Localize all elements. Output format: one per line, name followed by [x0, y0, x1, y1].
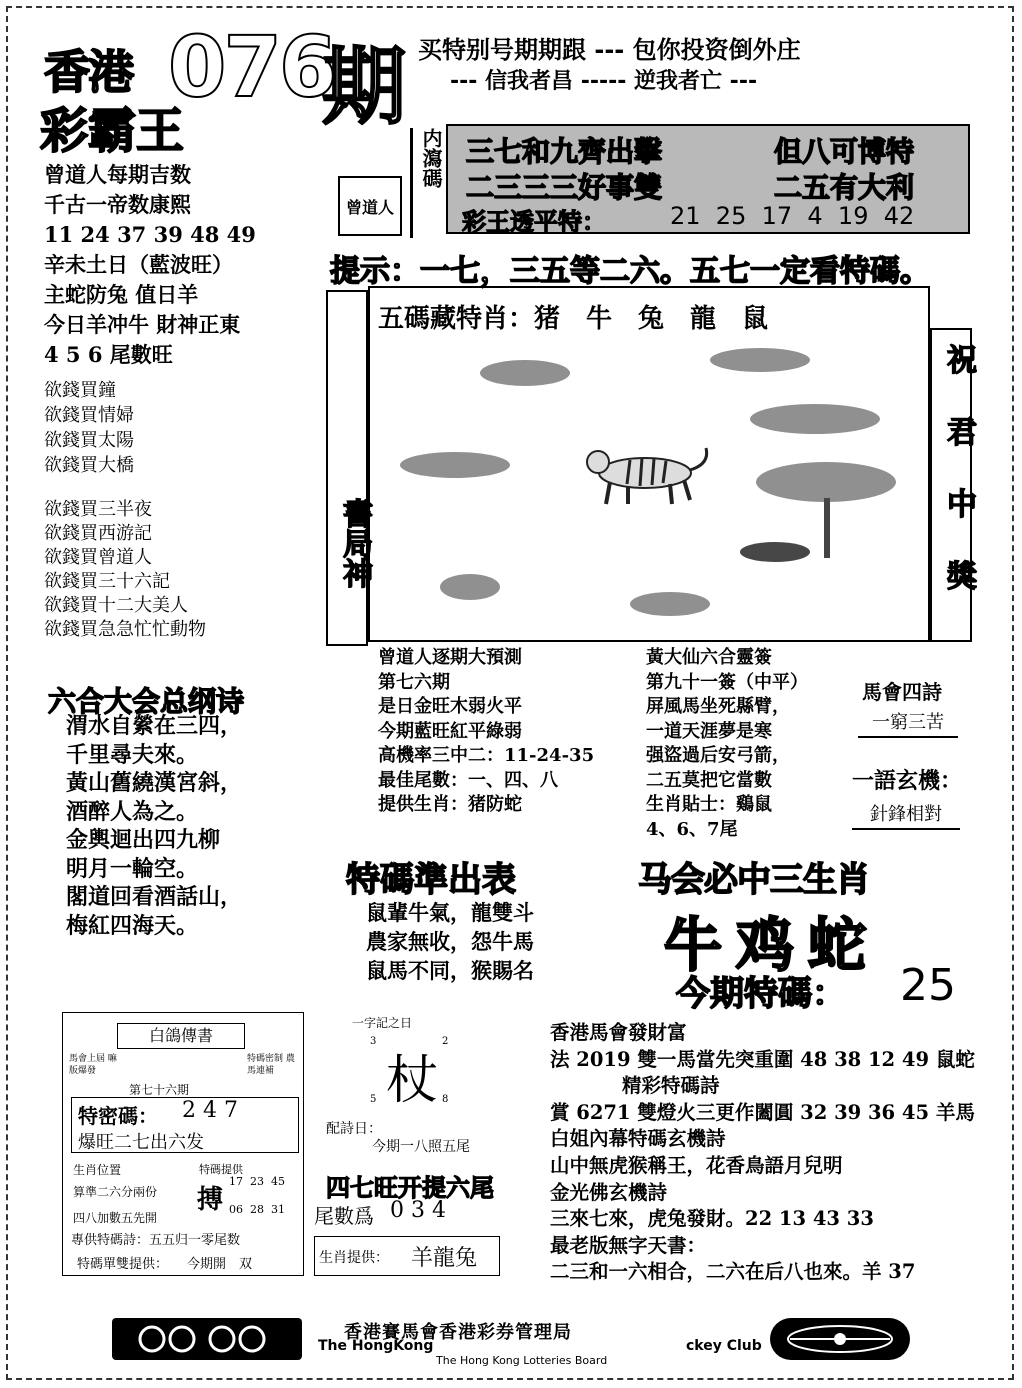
zodiac-provide-label: 生肖提供：	[319, 1250, 389, 1266]
right-vertical-text: 祝君中獎	[941, 344, 976, 632]
footer-logo-left	[112, 1318, 302, 1360]
seal-text: 曾道人	[345, 197, 394, 217]
poem-title: 六合大会总纲诗	[48, 685, 245, 718]
prediction-line: 曾道人逐期大預測	[378, 647, 522, 668]
neixie-label-box	[410, 128, 443, 238]
neixie-row1-a: 三七和九齊出擊	[466, 135, 663, 168]
pigeon-burst: 爆旺二七出六发	[78, 1132, 204, 1153]
huangdaxian-line: 4、6、7尾	[646, 818, 738, 840]
wants-item: 欲錢買十二大美人	[44, 595, 188, 616]
footer-logo-right	[770, 1318, 910, 1360]
pigeon-provide-label: 特碼提供	[199, 1163, 243, 1176]
hk-fortune-line: 山中無虎猴稱王，花香鳥語月兒明	[550, 1153, 843, 1177]
pigeon-tema-label: 特密碼：	[78, 1104, 158, 1128]
prediction-line: 第七六期	[378, 671, 450, 693]
wants-item: 欲錢買西游記	[44, 523, 152, 544]
huangdaxian-line: 强盜過后安弓箭，	[646, 745, 790, 766]
tail-label: 尾數爲	[314, 1204, 374, 1228]
zodiac-provide-value: 羊龍兔	[411, 1246, 478, 1271]
hint-line: 提示：一七，三五等二六。五七一定看特碼。	[330, 254, 930, 289]
rock-icon	[740, 542, 810, 562]
pigeon-tema-box	[71, 1097, 299, 1153]
hk-fortune-line: 金光佛玄機詩	[550, 1180, 668, 1204]
three-zodiac-title: 马会必中三生肖	[638, 860, 869, 900]
char-n8: 8	[442, 1094, 449, 1105]
tiger-icon	[580, 438, 710, 508]
tema-line: 鼠馬不同，猴賜名	[366, 958, 534, 983]
left-info	[44, 160, 256, 370]
prediction-line: 高機率三中二：11-24-35	[378, 745, 595, 766]
char-n5: 5	[370, 1094, 377, 1105]
pigeon-single-value: 今期開 双	[187, 1257, 253, 1272]
hk-fortune-line: 法 2019 雙一馬當先突重圍 48 38 12 49 鼠蛇	[550, 1047, 975, 1071]
tree-canopy-icon	[756, 462, 896, 502]
yuxuan-title: 一語玄機：	[852, 769, 963, 794]
picture-frame	[368, 286, 930, 642]
shrub-icon	[480, 360, 570, 386]
footer-cn: 香港賽馬會香港彩券管理局	[344, 1322, 572, 1343]
tree-trunk-icon	[824, 498, 830, 558]
wants-item: 欲錢買三十六記	[44, 571, 170, 592]
poem-line: 閣道回看酒話山，	[66, 884, 243, 910]
pigeon-special: 專供特碼詩：五五归一零尾数	[71, 1233, 241, 1248]
hk-fortune-line: 香港馬會發財富	[550, 1021, 687, 1044]
wants-item: 欲錢買太陽	[44, 430, 134, 451]
tema-line: 鼠輩牛氣，龍雙斗	[366, 900, 534, 925]
hk-fortune-line: 最老版無字天書：	[550, 1233, 707, 1257]
right-vertical-box	[930, 328, 976, 642]
hk-fortune-line: 精彩特碼詩	[622, 1074, 720, 1098]
footer-en3: The Hong Kong Lotteries Board	[436, 1354, 608, 1367]
char-poem-text: 今期一八照五尾	[372, 1139, 470, 1155]
shrub-icon	[630, 592, 710, 616]
poem-line: 千里尋夫來。	[66, 741, 199, 768]
zodiac-provide-box	[314, 1236, 500, 1276]
prediction-block	[378, 646, 594, 818]
poem-line: 梅紅四海天。	[66, 912, 199, 939]
wants-list-a	[44, 378, 134, 478]
char-n2: 2	[442, 1036, 449, 1047]
huangdaxian-line: 黃大仙六合靈簽	[646, 647, 772, 668]
three-zodiac-animals: 牛鸡蛇	[664, 911, 881, 979]
tema-title: 特碼準出表	[346, 860, 516, 900]
pigeon-pos-line1: 算準二六分兩份	[73, 1185, 158, 1199]
pigeon-nums1: 17 23 45	[229, 1175, 285, 1188]
motto: --- 信我者昌 ----- 逆我者亡 ---	[450, 69, 758, 94]
lotteries-emblem-icon	[770, 1318, 910, 1360]
left-info-line: 主蛇防兔 值日羊	[44, 282, 199, 307]
pigeon-left-small: 馬會上屆 嘛版爆發	[69, 1054, 117, 1076]
wants-item: 欲錢買大橋	[44, 455, 134, 476]
poem-line: 金輿迴出四九柳	[66, 827, 221, 853]
shrub-icon	[440, 574, 500, 600]
neixie-row3-nums: 21 25 17 4 19 42	[670, 202, 915, 230]
left-info-line: 今日羊冲牛 財神正東	[44, 312, 241, 337]
huangdaxian-line: 第九十一簽（中平）	[646, 671, 808, 693]
char-n3: 3	[370, 1036, 377, 1047]
poem-line: 酒醉人為之。	[66, 798, 199, 825]
neixie-row2-b: 二五有大利	[774, 171, 915, 204]
slogan: 买特别号期期跟 --- 包你投资倒外庄	[418, 36, 801, 64]
poem-line: 明月一輪空。	[66, 855, 199, 882]
today-label: 今期特碼：	[676, 974, 846, 1014]
neixie-panel	[446, 124, 970, 234]
prediction-line: 今期藍旺紅平綠弱	[378, 720, 522, 742]
footer-en1: The HongKong	[318, 1338, 434, 1354]
char-poem-label: 配詩日：	[326, 1121, 382, 1137]
prediction-line: 提供生肖：猪防蛇	[378, 794, 522, 815]
neixie-row2-a: 二三三三好事雙	[466, 171, 663, 204]
left-vertical-text: 書局神	[337, 498, 372, 588]
hk-fortune-line: 白姐內幕特碼玄機詩	[550, 1127, 726, 1151]
pigeon-issue: 第七十六期	[129, 1083, 190, 1097]
issue-suffix: 期	[322, 38, 407, 136]
five-code-title: 五碼藏特肖：猪 牛 兔 龍 鼠	[378, 304, 769, 334]
left-info-line: 千古一帝数康熙	[44, 192, 191, 217]
left-info-line: 11 24 37 39 48 49	[44, 222, 256, 247]
hk-fortune-line: 三來七來，虎兔發財。22 13 43 33	[550, 1207, 874, 1231]
hk-fortune-line: 二三和一六相合，二六在后八也來。羊 37	[550, 1260, 916, 1284]
neixie-row3-label: 彩王透平特：	[462, 208, 606, 236]
pigeon-pos-line2: 四八加數五先開	[73, 1211, 158, 1225]
pigeon-single-label: 特碼單雙提供：	[77, 1257, 169, 1272]
pigeon-bet-char: 搏	[197, 1185, 224, 1215]
huangdaxian-block	[646, 646, 808, 842]
mahui-text: 一窮三苦	[858, 708, 958, 738]
shrub-icon	[710, 348, 810, 372]
footer-en2: ckey Club	[686, 1338, 762, 1354]
pigeon-title: 白鴿傳書	[117, 1023, 245, 1049]
pigeon-right-small: 特碼密制 農馬連補	[247, 1054, 295, 1076]
wants-item: 欲錢買情婦	[44, 405, 134, 426]
pigeon-nums2: 06 28 31	[229, 1203, 285, 1216]
huangdaxian-line: 一道天涯夢是寒	[646, 720, 772, 742]
brand-title: 香港	[44, 45, 132, 99]
tail-value: 0 3 4	[390, 1198, 446, 1223]
logo-title: 彩霸王	[40, 103, 185, 159]
huangdaxian-line: 屏風馬坐死縣臂，	[646, 696, 790, 717]
left-info-line: 辛未土日（藍波旺）	[44, 252, 233, 277]
seal-box	[338, 176, 402, 236]
shrub-icon	[750, 404, 880, 434]
issue-number: 076	[168, 18, 335, 116]
left-info-line: 4 5 6 尾數旺	[44, 342, 173, 367]
wants-item: 欲錢買三半夜	[44, 499, 152, 520]
wants-list-b	[44, 498, 206, 642]
left-info-line: 曾道人每期吉数	[44, 162, 191, 187]
pigeon-pos-label: 生肖位置	[73, 1163, 122, 1177]
char-main: 杖	[386, 1051, 439, 1111]
today-value: 25	[900, 960, 956, 1011]
tema-lines	[366, 898, 534, 985]
poem-line: 渭水自縈在三四，	[66, 713, 243, 739]
wants-item: 欲錢買急急忙忙動物	[44, 619, 206, 640]
prediction-line: 最佳尾數：一、四、八	[378, 769, 558, 791]
wants-item: 欲錢買曾道人	[44, 547, 152, 568]
poem-line: 黃山舊繞漢宮斜，	[66, 770, 243, 796]
hk-fortune-line: 賞 6271 雙燈火三更作闔圓 32 39 36 45 羊馬	[550, 1100, 975, 1124]
yuxuan-text: 針鋒相對	[852, 800, 960, 830]
left-vertical-box	[326, 290, 372, 646]
pigeon-tema-value: 2 4 7	[182, 1098, 238, 1123]
poem-lines	[66, 712, 242, 940]
huangdaxian-line: 二五莫把它當數	[646, 769, 772, 791]
shrub-icon	[400, 452, 510, 478]
huangdaxian-line: 生肖貼士：鷄鼠	[646, 794, 772, 815]
neixie-row1-b: 但八可博特	[774, 135, 915, 168]
pigeon-box	[62, 1012, 304, 1276]
wants-item: 欲錢買鐘	[44, 380, 116, 401]
neixie-label: 内瀉碼	[419, 128, 443, 188]
hk-fortune-block	[550, 1020, 975, 1286]
club-emblem-icon	[112, 1318, 302, 1360]
tail-hint: 四七旺开提六尾	[326, 1174, 494, 1202]
prediction-line: 是日金旺木弱火平	[378, 696, 522, 717]
mahui-title: 馬會四詩	[862, 680, 942, 704]
tema-line: 農家無收，怨牛馬	[366, 929, 534, 954]
char-box-title: 一字記之日	[352, 1016, 413, 1030]
